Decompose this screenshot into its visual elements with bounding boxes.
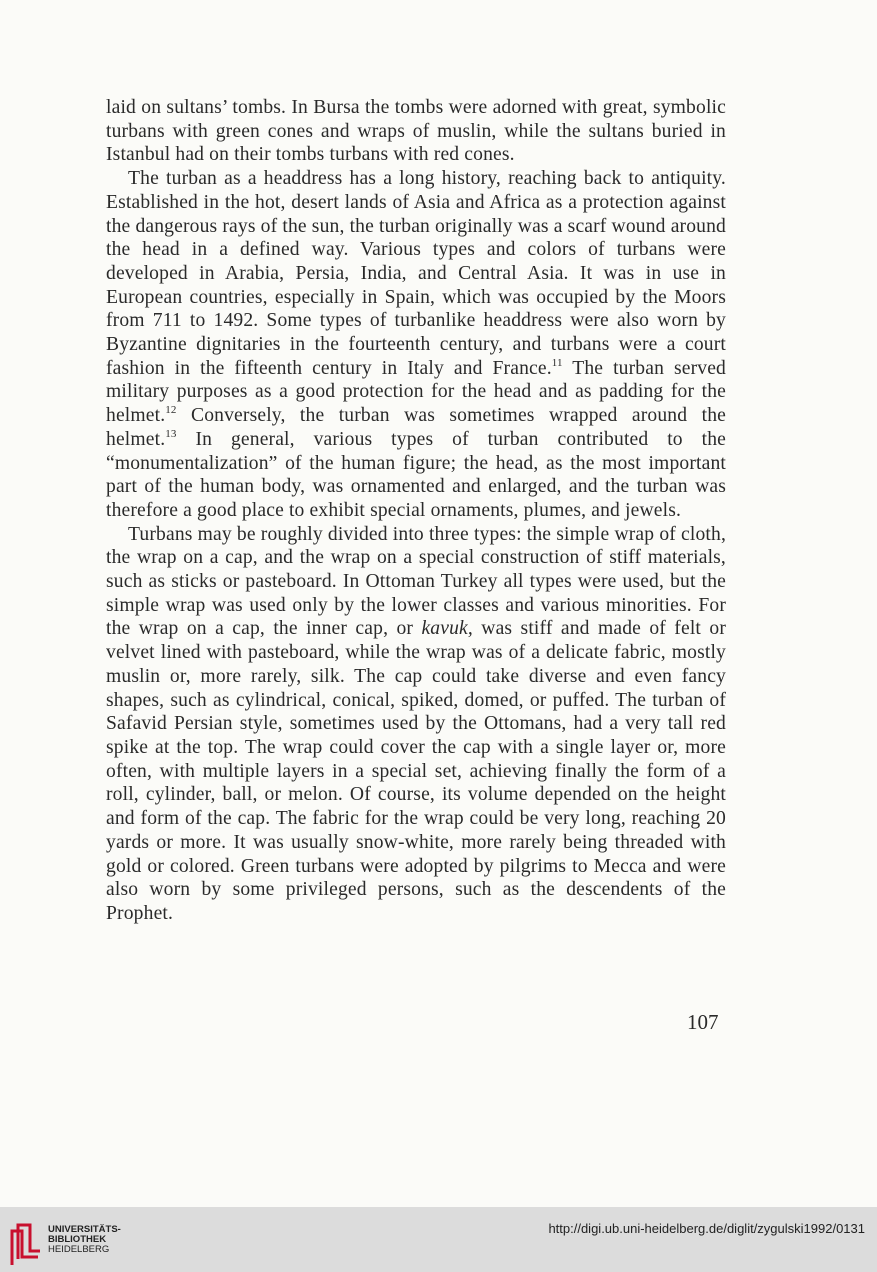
text-run: Conversely, the turban was sometimes wrapped around the helmet.	[106, 405, 726, 450]
library-name-line3: HEIDELBERG	[48, 1244, 110, 1255]
text-run: The turban as a headdress has a long history, reaching back to antiquity. Established in the hot, desert lands of Asia and Africa as a protection against the dangerous rays of the sun, the turban originally was a scarf wound around the head in a defined way. Various types and colors of turbans were developed in Arabia, Persia, India, and Central Asia. It was in use in European countries, especially in Spain, which was occupied by the Moors from 711 to 1492. Some types of turbanlike headdress were also worn by Byzantine dignitaries in the fourteenth century, and turbans were a court fashion in the fifteenth century in Italy and France.	[106, 168, 726, 379]
text-run: In general, various types of turban contributed to the “monumentalization” of the human figure; the head, as the most important part of the human body, was ornamented and enlarged, and the turban was therefore a good place to exhibit special ornaments, plumes, and jewels.	[106, 428, 726, 521]
viewer-footer	[0, 1207, 877, 1272]
body-text	[106, 96, 726, 926]
italic-term: kavuk,	[421, 618, 473, 640]
text-run: was stiff and made of felt or velvet lined with pasteboard, while the wrap was of a delicate fabric, mostly muslin or, more rarely, silk. The cap could take diverse and even fancy shapes, such as cylindrical, conical, spiked, domed, or puffed. The turban of Safavid Persian style, sometimes used by the Ottomans, had a very tall red spike at the top. The wrap could cover the cap with a single layer or, more often, with multiple layers in a special set, achieving finally the form of a roll, cylinder, ball, or melon. Of course, its volume depended on the height and form of the cap. The fabric for the wrap could be very long, reaching 20 yards or more. It was usually snow-white, more rarely being threaded with gold or colored. Green turbans were adopted by pilgrims to Mecca and were also worn by some privileged persons, such as the descendents of the Prophet.	[106, 618, 726, 924]
library-name-line1: UNIVERSITÄTS-	[48, 1224, 121, 1235]
footnote-marker: 11	[551, 356, 563, 369]
library-logo-icon	[8, 1221, 42, 1267]
text-run: The turban served military purposes as a good protection for the head and as padding for the helmet.	[106, 357, 726, 427]
text-run: laid on sultans’ tombs. In Bursa the tombs were adorned with great, symbolic turbans with green cones and wraps of muslin, while the sultans buried in Istanbul had on their tombs turbans with red cones.	[106, 97, 726, 166]
paragraph	[106, 96, 726, 167]
library-name	[48, 1225, 121, 1255]
paragraph	[106, 523, 726, 926]
page-number: 107	[687, 1010, 719, 1034]
footnote-marker: 12	[165, 404, 177, 417]
source-url-link[interactable]: http://digi.ub.uni-heidelberg.de/diglit/zygulski1992/0131	[548, 1221, 865, 1236]
text-run: Turbans may be roughly divided into three types: the simple wrap of cloth, the wrap on a cap, and the wrap on a special construction of stiff materials, such as sticks or pasteboard. In Ottoman Turkey all types were used, but the simple wrap was used only by the lower classes and various minorities. For the wrap on a cap, the inner cap, or	[106, 523, 726, 640]
library-name-line2: BIBLIOTHEK	[48, 1234, 107, 1245]
footnote-marker: 13	[165, 427, 177, 440]
paragraph	[106, 167, 726, 523]
